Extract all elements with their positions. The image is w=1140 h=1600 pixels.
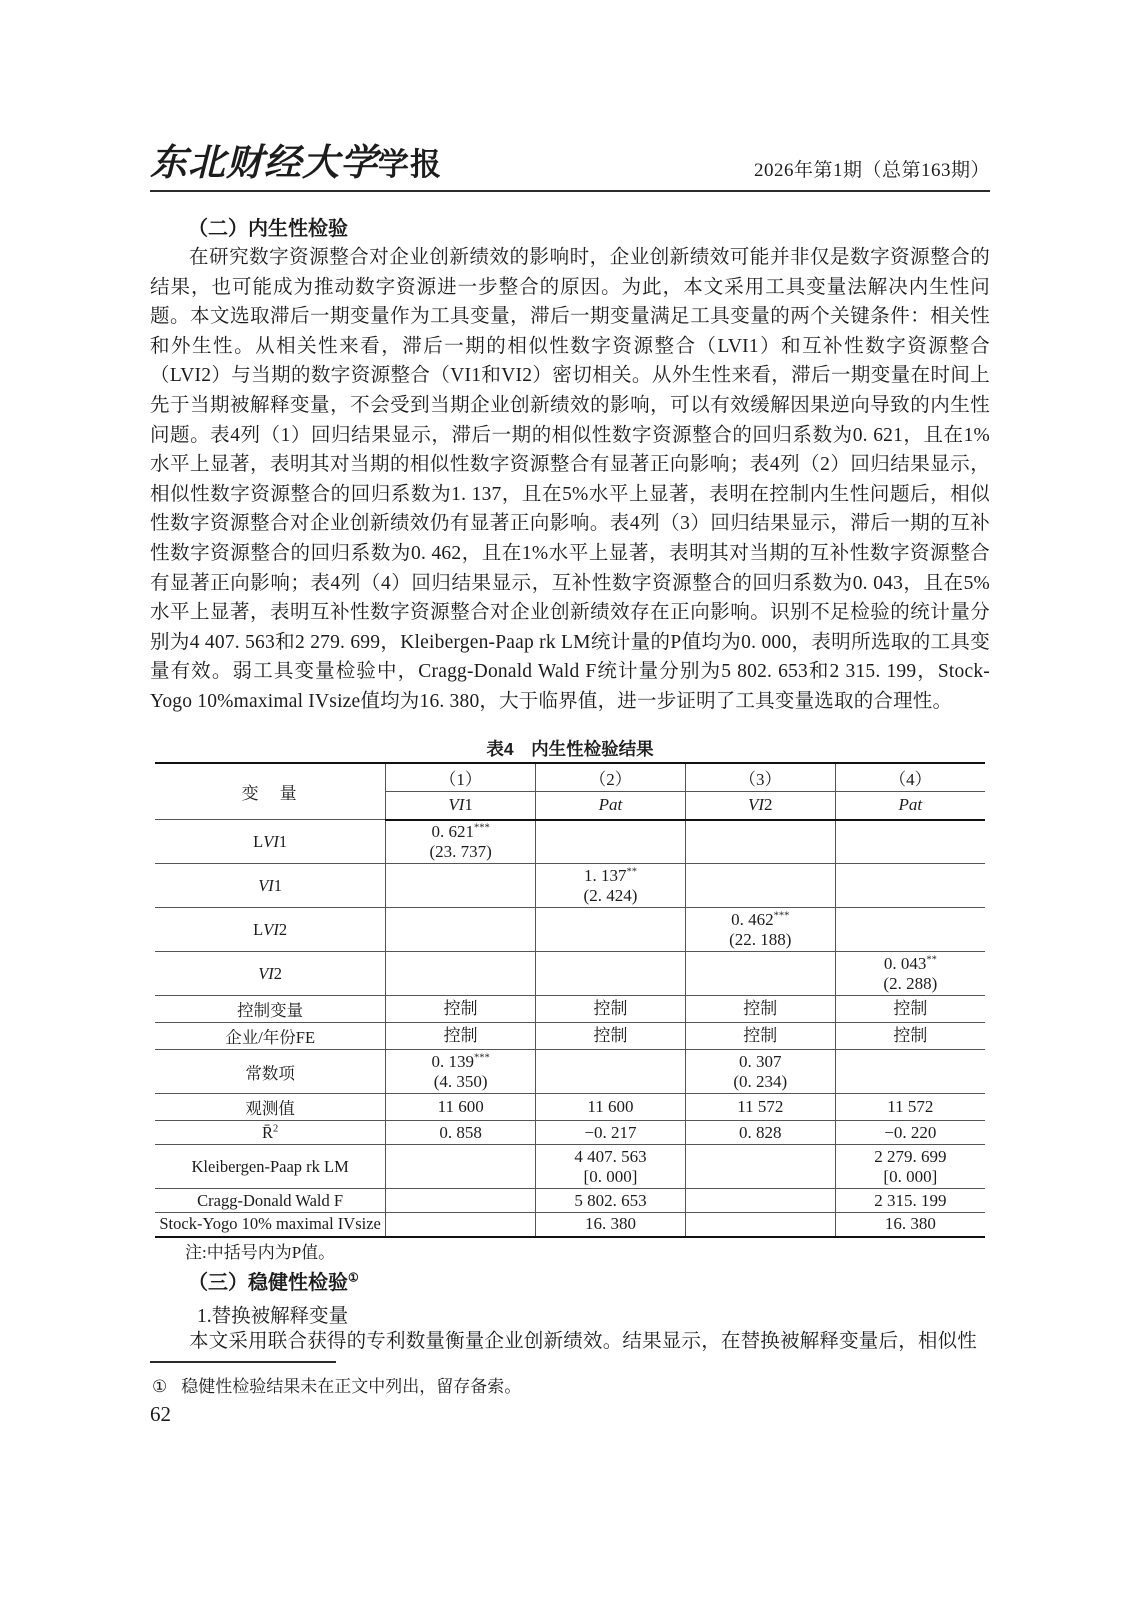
cell: 0. 858 — [386, 1121, 536, 1145]
footnote-separator — [150, 1361, 336, 1363]
table-row — [155, 908, 985, 952]
page-number: 62 — [150, 1402, 171, 1426]
cell — [386, 952, 536, 996]
row-label: Stock-Yogo 10% maximal IVsize — [155, 1213, 386, 1237]
row-label: 观测值 — [155, 1094, 386, 1121]
table-row — [155, 1189, 985, 1213]
table-row — [155, 864, 985, 908]
subcol-header-4: Pat — [835, 792, 985, 820]
row-label: 常数项 — [155, 1050, 386, 1094]
cell: 0. 139*** (4. 350) — [386, 1050, 536, 1094]
cell: 控制 — [685, 996, 835, 1023]
cell: 控制 — [835, 996, 985, 1023]
journal-logo-script: 东北财经大学 — [150, 143, 378, 184]
cell: 16. 380 — [536, 1213, 686, 1237]
table-row — [155, 820, 985, 864]
table-row — [155, 1094, 985, 1121]
col-header-2: （2） — [536, 763, 686, 792]
cell: −0. 220 — [835, 1121, 985, 1145]
table-row — [155, 1023, 985, 1050]
cell: 控制 — [685, 1023, 835, 1050]
cell: 控制 — [536, 996, 686, 1023]
cell: 控制 — [386, 996, 536, 1023]
cell — [536, 908, 686, 952]
row-label: 控制变量 — [155, 996, 386, 1023]
cell — [685, 1145, 835, 1189]
issue-info: 2026年第1期（总第163期） — [753, 160, 990, 181]
table-row — [155, 1145, 985, 1189]
cell — [386, 1213, 536, 1237]
subcol-header-1: VI1 — [386, 792, 536, 820]
subsection-heading: 1.替换被解释变量 — [197, 1306, 349, 1327]
col-header-1: （1） — [386, 763, 536, 792]
table-header-row-1 — [155, 763, 985, 792]
table-row — [155, 1213, 985, 1237]
table-row — [155, 1121, 985, 1145]
section-heading-endogeneity: （二）内生性检验 — [188, 218, 348, 240]
journal-logo — [150, 132, 442, 186]
cell: 11 600 — [386, 1094, 536, 1121]
cell: 4 407. 563 [0. 000] — [536, 1145, 686, 1189]
footnote-marker: ① — [152, 1377, 168, 1396]
cell — [835, 820, 985, 864]
table-row — [155, 1050, 985, 1094]
cell — [386, 1145, 536, 1189]
cell: 0. 828 — [685, 1121, 835, 1145]
cell: 2 315. 199 — [835, 1189, 985, 1213]
table-row — [155, 952, 985, 996]
page-header — [150, 140, 990, 192]
footnote — [152, 1372, 521, 1397]
row-label: VI2 — [155, 952, 386, 996]
cell: 控制 — [386, 1023, 536, 1050]
cell — [685, 864, 835, 908]
col-header-4: （4） — [835, 763, 985, 792]
row-label: LVI1 — [155, 820, 386, 864]
footnote-ref-icon: ① — [348, 1270, 359, 1285]
cell: −0. 217 — [536, 1121, 686, 1145]
row-label: LVI2 — [155, 908, 386, 952]
cell: 0. 307 (0. 234) — [685, 1050, 835, 1094]
cell — [835, 908, 985, 952]
cell — [685, 1189, 835, 1213]
cell: 0. 462*** (22. 188) — [685, 908, 835, 952]
cell — [685, 1213, 835, 1237]
row-label: R̄$^2$ — [155, 1121, 386, 1145]
col-header-3: （3） — [685, 763, 835, 792]
cell: 16. 380 — [835, 1213, 985, 1237]
journal-logo-suffix: 学报 — [378, 147, 442, 182]
cell: 11 572 — [685, 1094, 835, 1121]
cell — [386, 864, 536, 908]
stat-table — [155, 762, 985, 1238]
cell: 0. 043** (2. 288) — [835, 952, 985, 996]
cell: 1. 137** (2. 424) — [536, 864, 686, 908]
cell — [835, 1050, 985, 1094]
cell — [685, 952, 835, 996]
cell: 0. 621*** (23. 737) — [386, 820, 536, 864]
row-label: Cragg-Donald Wald F — [155, 1189, 386, 1213]
cell — [685, 820, 835, 864]
cell — [536, 820, 686, 864]
cell: 控制 — [835, 1023, 985, 1050]
row-label: Kleibergen-Paap rk LM — [155, 1145, 386, 1189]
footnote-text: 稳健性检验结果未在正文中列出，留存备索。 — [181, 1377, 522, 1396]
cell — [386, 908, 536, 952]
cell: 2 279. 699 [0. 000] — [835, 1145, 985, 1189]
robustness-paragraph: 本文采用联合获得的专利数量衡量企业创新绩效。结果显示，在替换被解释变量后，相似性 — [189, 1331, 978, 1352]
cell — [386, 1189, 536, 1213]
table-row — [155, 996, 985, 1023]
cell: 5 802. 653 — [536, 1189, 686, 1213]
cell — [536, 1050, 686, 1094]
var-header-cell: 变 量 — [155, 763, 386, 820]
table4-title: 表4 内生性检验结果 — [486, 739, 654, 759]
cell: 11 572 — [835, 1094, 985, 1121]
cell: 控制 — [536, 1023, 686, 1050]
section-heading-robustness: （三）稳健性检验① — [188, 1270, 359, 1294]
table-note: 注:中括号内为P值。 — [185, 1243, 336, 1262]
row-label: 企业/年份FE — [155, 1023, 386, 1050]
cell — [536, 952, 686, 996]
endogeneity-paragraph: 在研究数字资源整合对企业创新绩效的影响时，企业创新绩效可能并非仅是数字资源整合的结果，也可能成为推动数字资源进一步整合的原因。为此，本文采用工具变量法解决内生性问题。本文选取滞后一期变量作为工具变量，滞后一期变量满足工具变量的两个关键条件：相关性和外生性。从相关性来看，滞后一期的相似性数字资源整合（LVI1）和互补性数字资源整合（LVI2）与当期的数字资源整合（VI1和VI2）密切相关。从外生性来看，滞后一期变量在时间上先于当期被解释变量，不会受到当期企业创新绩效的影响，可以有效缓解因果逆向导致的内生性问题。表4列（1）回归结果显示，滞后一期的相似性数字资源整合的回归系数为0. 621，且在1%水平上显著，表明其对当期的相似性数字资源整合有显著正向影响；表4列（2）回归结果显示，相似性数字资源整合的回归系数为1. 137，且在5%水平上显著，表明在控制内生性问题后，相似性数字资源整合对企业创新绩效仍有显著正向影响。表4列（3）回归结果显示，滞后一期的互补性数字资源整合的回归系数为0. 462，且在1%水平上显著，表明其对当期的互补性数字资源整合有显著正向影响；表4列（4）回归结果显示，互补性数字资源整合的回归系数为0. 043，且在5%水平上显著，表明互补性数字资源整合对企业创新绩效存在正向影响。识别不足检验的统计量分别为4 407. 563和2 279. 699，Kleibergen-Paap rk LM统计量的P值均为0. 000，表明所选取的工具变量有效。弱工具变量检验中，Cragg-Donald Wald F统计量分别为5 802. 653和2 315. 199，Stock-Yogo 10%maximal IVsize值均为16. 380，大于临界值，进一步证明了工具变量选取的合理性。 — [150, 247, 990, 712]
subcol-header-3: VI2 — [685, 792, 835, 820]
cell — [835, 864, 985, 908]
row-label: VI1 — [155, 864, 386, 908]
subcol-header-2: Pat — [536, 792, 686, 820]
cell: 11 600 — [536, 1094, 686, 1121]
